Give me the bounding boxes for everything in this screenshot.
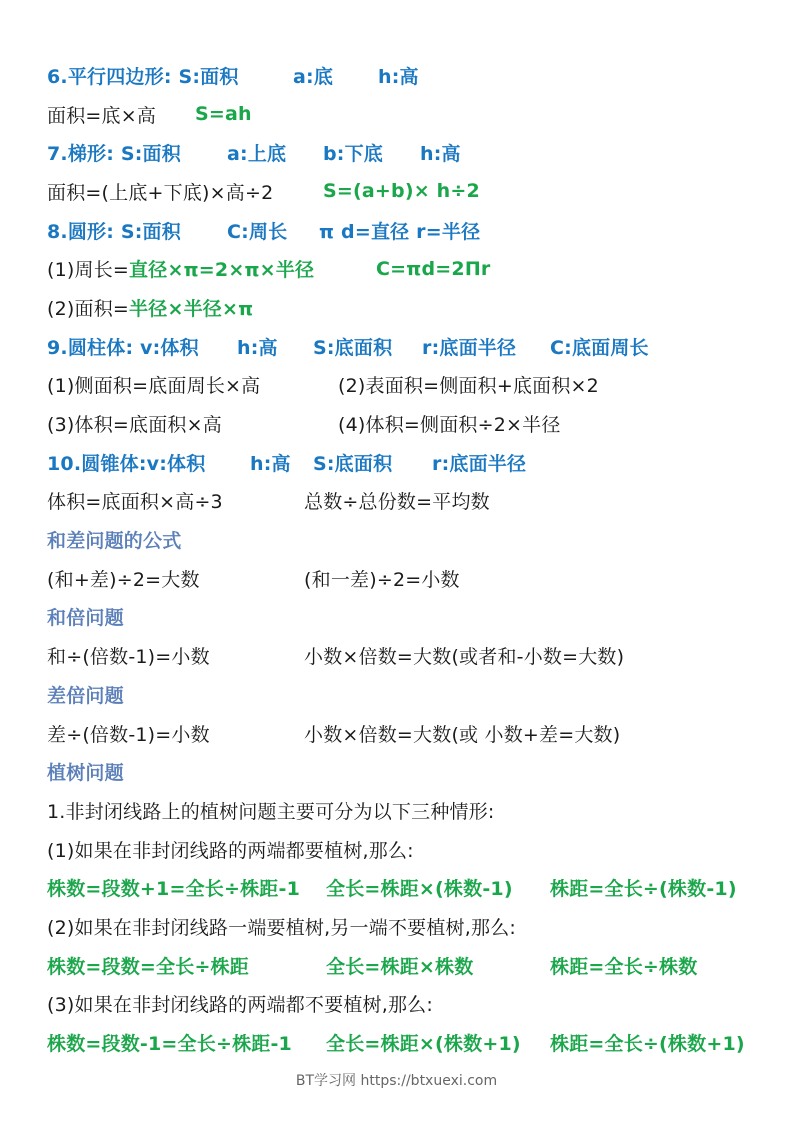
cone-formula (47, 482, 767, 521)
circle-perimeter-label: (1)周长= (47, 259, 130, 282)
cone-s: S:底面积 (313, 452, 393, 475)
difference-multiple-small: 差÷(倍数-1)=小数 (47, 723, 210, 746)
cylinder-title (47, 327, 767, 366)
sum-multiple-heading-text: 和倍问题 (47, 607, 124, 630)
case-3-spacing: 株距=全长÷(株数+1) (550, 1033, 745, 1056)
difference-multiple-heading-text: 差倍问题 (47, 684, 124, 707)
cylinder-volume-1: (3)体积=底面积×高 (47, 414, 222, 437)
tree-planting-heading (47, 752, 767, 791)
parallelogram-title (47, 56, 767, 95)
tree-planting-case-3 (47, 985, 767, 1024)
cone-r: r:底面半径 (432, 452, 527, 475)
cylinder-c: C:底面周长 (550, 336, 649, 359)
difference-multiple-formulas (47, 714, 767, 753)
cylinder-formula-row-1 (47, 366, 767, 405)
average-formula: 总数÷总份数=平均数 (304, 491, 490, 514)
circle-perimeter-symbolic: C=πd=2Πr (376, 257, 491, 280)
trapezoid-label: 7.梯形: S:面积 (47, 143, 181, 166)
case-2-length: 全长=株距×株数 (326, 955, 474, 978)
tree-planting-case-3-text: (3)如果在非封闭线路的两端都不要植树,那么: (47, 994, 433, 1017)
circle-label: 8.圆形: S:面积 (47, 220, 181, 243)
tree-planting-case-3-formulas (47, 1023, 767, 1062)
parallelogram-area-formula: S=ah (195, 103, 252, 126)
circle-area (47, 288, 767, 327)
case-1-count: 株数=段数+1=全长÷株距-1 (47, 878, 301, 901)
circle-d-r: π d=直径 r=半径 (319, 220, 481, 243)
circle-c: C:周长 (227, 220, 288, 243)
circle-title (47, 211, 767, 250)
sum-difference-small: (和一差)÷2=小数 (304, 568, 460, 591)
trapezoid-a: a:上底 (227, 143, 287, 166)
circle-area-formula: 半径×半径×π (129, 297, 254, 320)
case-1-length: 全长=株距×(株数-1) (326, 878, 513, 901)
parallelogram-formula (47, 95, 767, 134)
tree-planting-case-1-formulas (47, 868, 767, 907)
circle-area-label: (2)面积= (47, 297, 130, 320)
cylinder-s: S:底面积 (313, 336, 393, 359)
cone-h: h:高 (250, 452, 291, 475)
cylinder-h: h:高 (237, 336, 278, 359)
case-2-spacing: 株距=全长÷株数 (550, 955, 698, 978)
cylinder-formula-row-2 (47, 404, 767, 443)
sum-multiple-small: 和÷(倍数-1)=小数 (47, 646, 210, 669)
tree-planting-case-1-text: (1)如果在非封闭线路的两端都要植树,那么: (47, 839, 414, 862)
trapezoid-title (47, 133, 767, 172)
document-page (47, 56, 767, 1062)
trapezoid-b: b:下底 (323, 143, 383, 166)
parallelogram-area-text: 面积=底×高 (47, 104, 157, 127)
sum-difference-formulas (47, 559, 767, 598)
case-1-spacing: 株距=全长÷(株数-1) (550, 878, 737, 901)
trapezoid-formula (47, 172, 767, 211)
sum-difference-large: (和+差)÷2=大数 (47, 568, 200, 591)
cylinder-volume-2: (4)体积=侧面积÷2×半径 (338, 414, 561, 437)
parallelogram-a: a:底 (293, 65, 334, 88)
tree-planting-intro-text: 1.非封闭线路上的植树问题主要可分为以下三种情形: (47, 800, 495, 823)
tree-planting-case-2-text: (2)如果在非封闭线路一端要植树,另一端不要植树,那么: (47, 916, 516, 939)
parallelogram-h: h:高 (378, 65, 419, 88)
tree-planting-heading-text: 植树问题 (47, 762, 124, 785)
parallelogram-label: 6.平行四边形: S:面积 (47, 65, 239, 88)
trapezoid-h: h:高 (420, 143, 461, 166)
cylinder-r: r:底面半径 (422, 336, 517, 359)
difference-multiple-heading (47, 675, 767, 714)
cylinder-surface-area: (2)表面积=侧面积+底面积×2 (338, 375, 599, 398)
cone-label: 10.圆锥体:v:体积 (47, 452, 206, 475)
sum-multiple-heading (47, 598, 767, 637)
case-3-count: 株数=段数-1=全长÷株距-1 (47, 1033, 292, 1056)
case-2-count: 株数=段数=全长÷株距 (47, 955, 249, 978)
tree-planting-case-2 (47, 907, 767, 946)
sum-difference-heading-text: 和差问题的公式 (47, 530, 182, 553)
cylinder-label: 9.圆柱体: v:体积 (47, 336, 199, 359)
sum-multiple-formulas (47, 636, 767, 675)
cone-title (47, 443, 767, 482)
tree-planting-intro (47, 791, 767, 830)
cylinder-side-area: (1)侧面积=底面周长×高 (47, 375, 261, 398)
circle-perimeter (47, 249, 767, 288)
sum-multiple-large: 小数×倍数=大数(或者和-小数=大数) (304, 646, 625, 669)
tree-planting-case-2-formulas (47, 946, 767, 985)
difference-multiple-large: 小数×倍数=大数(或 小数+差=大数) (304, 723, 621, 746)
sum-difference-heading (47, 520, 767, 559)
tree-planting-case-1 (47, 830, 767, 869)
circle-perimeter-formula: 直径×π=2×π×半径 (129, 259, 315, 282)
trapezoid-area-formula: S=(a+b)× h÷2 (323, 180, 480, 203)
trapezoid-area-text: 面积=(上底+下底)×高÷2 (47, 181, 274, 204)
case-3-length: 全长=株距×(株数+1) (326, 1033, 521, 1056)
footer-watermark: BT学习网 https://btxuexi.com (295, 1073, 498, 1089)
cone-volume: 体积=底面积×高÷3 (47, 491, 223, 514)
